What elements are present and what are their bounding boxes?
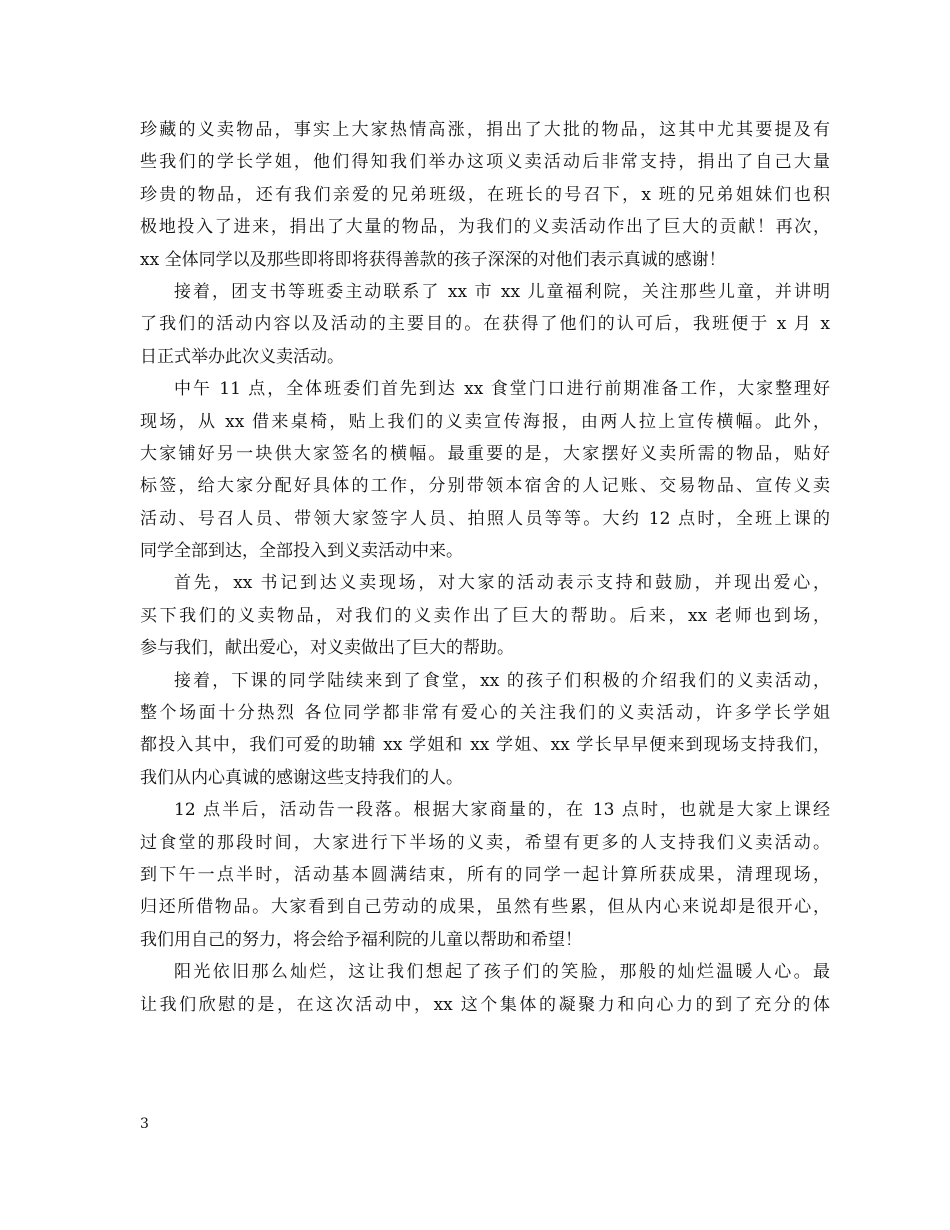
text-line: 整个场面十分热烈 各位同学都非常有爱心的关注我们的义卖活动，许多学长学姐 <box>140 703 830 724</box>
text-line: 归还所借物品。大家看到自己劳动的成果，虽然有些累，但从内心来说却是很开心， <box>140 897 830 918</box>
text-line: 日正式举办此次义卖活动。 <box>140 346 344 367</box>
text-line: 现场，从 xx 借来桌椅，贴上我们的义卖宣传海报，由两人拉上宣传横幅。此外， <box>140 411 830 432</box>
page-number: 3 <box>140 1116 149 1132</box>
text-line: 中午 11 点，全体班委们首先到达 xx 食堂门口进行前期准备工作，大家整理好 <box>174 379 830 400</box>
text-line: 极地投入了进来，捐出了大量的物品，为我们的义卖活动作出了巨大的贡献！再次， <box>140 217 830 238</box>
text-line: 珍贵的物品，还有我们亲爱的兄弟班级，在班长的号召下，x 班的兄弟姐妹们也积 <box>140 184 830 205</box>
body-text <box>140 114 830 1021</box>
text-line: 到下午一点半时，活动基本圆满结束，所有的同学一起计算所获成果，清理现场， <box>140 864 830 885</box>
text-line: 了我们的活动内容以及活动的主要目的。在获得了他们的认可后，我班便于 x 月 x <box>140 314 830 335</box>
text-line: 12 点半后，活动告一段落。根据大家商量的，在 13 点时，也就是大家上课经 <box>174 800 830 821</box>
text-line: 接着，团支书等班委主动联系了 xx 市 xx 儿童福利院，关注那些儿童，并讲明 <box>174 281 830 302</box>
text-line: 珍藏的义卖物品，事实上大家热情高涨，捐出了大批的物品，这其中尤其要提及有 <box>140 120 830 140</box>
text-line: 活动、号召人员、带领大家签字人员、拍照人员等等。大约 12 点时，全班上课的 <box>140 508 830 529</box>
text-line: 首先，xx 书记到达义卖现场，对大家的活动表示支持和鼓励，并现出爱心， <box>174 573 830 594</box>
text-line: 我们用自己的努力，将会给予福利院的儿童以帮助和希望！ <box>140 929 582 950</box>
text-line: 接着，下课的同学陆续来到了食堂，xx 的孩子们积极的介绍我们的义卖活动， <box>174 670 830 691</box>
text-line: 参与我们，献出爱心，对义卖做出了巨大的帮助。 <box>140 638 514 659</box>
text-line: 些我们的学长学姐，他们得知我们举办这项义卖活动后非常支持，捐出了自己大量 <box>140 152 830 173</box>
text-line: 大家铺好另一块供大家签名的横幅。最重要的是，大家摆好义卖所需的物品，贴好 <box>140 443 830 464</box>
text-line: 同学全部到达，全部投入到义卖活动中来。 <box>140 541 463 562</box>
text-line: 过食堂的那段时间，大家进行下半场的义卖，希望有更多的人支持我们义卖活动。 <box>140 832 830 853</box>
text-line: 我们从内心真诚的感谢这些支持我们的人。 <box>140 767 463 788</box>
text-line: 标签，给大家分配好具体的工作，分别带领本宿舍的人记账、交易物品、宣传义卖 <box>140 476 830 497</box>
text-line: 让我们欣慰的是，在这次活动中，xx 这个集体的凝聚力和向心力的到了充分的体 <box>140 994 830 1015</box>
text-line: xx 全体同学以及那些即将即将获得善款的孩子深深的对他们表示真诚的感谢！ <box>140 249 726 270</box>
text-line: 买下我们的义卖物品，对我们的义卖作出了巨大的帮助。后来，xx 老师也到场， <box>140 605 830 626</box>
text-line: 阳光依旧那么灿烂，这让我们想起了孩子们的笑脸，那般的灿烂温暖人心。最 <box>174 962 830 983</box>
text-line: 都投入其中，我们可爱的助辅 xx 学姐和 xx 学姐、xx 学长早早便来到现场支持我们， <box>140 735 830 756</box>
